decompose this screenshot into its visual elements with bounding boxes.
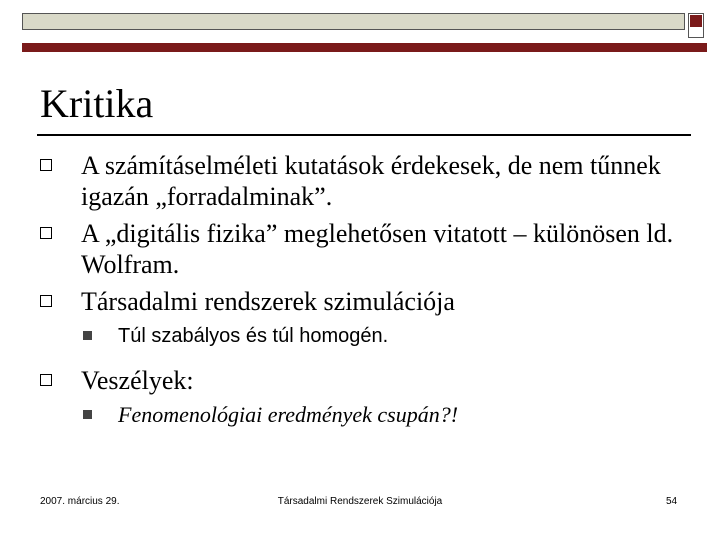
top-red-bar [22, 43, 707, 52]
bullet-item [38, 286, 698, 317]
bullet-list [38, 150, 698, 444]
sub-bullet-text: Túl szabályos és túl homogén. [118, 325, 389, 347]
hollow-square-bullet-icon [40, 159, 52, 171]
filled-square-bullet-icon [83, 410, 92, 419]
bullet-item [38, 365, 698, 396]
top-gray-bar [22, 13, 685, 30]
top-square-icon [688, 13, 704, 38]
title-divider [37, 134, 691, 136]
bullet-text: Társadalmi rendszerek szimulációja [81, 287, 455, 316]
sub-bullet-item [38, 402, 698, 428]
bullet-item [38, 218, 698, 280]
footer-title: Társadalmi Rendszerek Szimulációja [277, 496, 443, 507]
footer-date: 2007. március 29. [40, 496, 120, 507]
top-decoration [22, 13, 707, 40]
filled-square-bullet-icon [83, 331, 92, 340]
bullet-text: Veszélyek: [81, 366, 194, 395]
sub-bullet-text: Fenomenológiai eredmények csupán?! [118, 402, 459, 427]
sub-bullet-item [38, 323, 698, 349]
hollow-square-bullet-icon [40, 295, 52, 307]
footer-page-number: 54 [666, 496, 678, 507]
slide-title: Kritika [40, 81, 154, 126]
bullet-text: A számításelméleti kutatások érdekesek, de nem tűnnek igazán „forradalminak”. [81, 151, 661, 211]
bullet-text: A „digitális fizika” meglehetősen vitatott – különösen ld. Wolfram. [81, 219, 674, 279]
hollow-square-bullet-icon [40, 227, 52, 239]
hollow-square-bullet-icon [40, 374, 52, 386]
bullet-item [38, 150, 698, 212]
